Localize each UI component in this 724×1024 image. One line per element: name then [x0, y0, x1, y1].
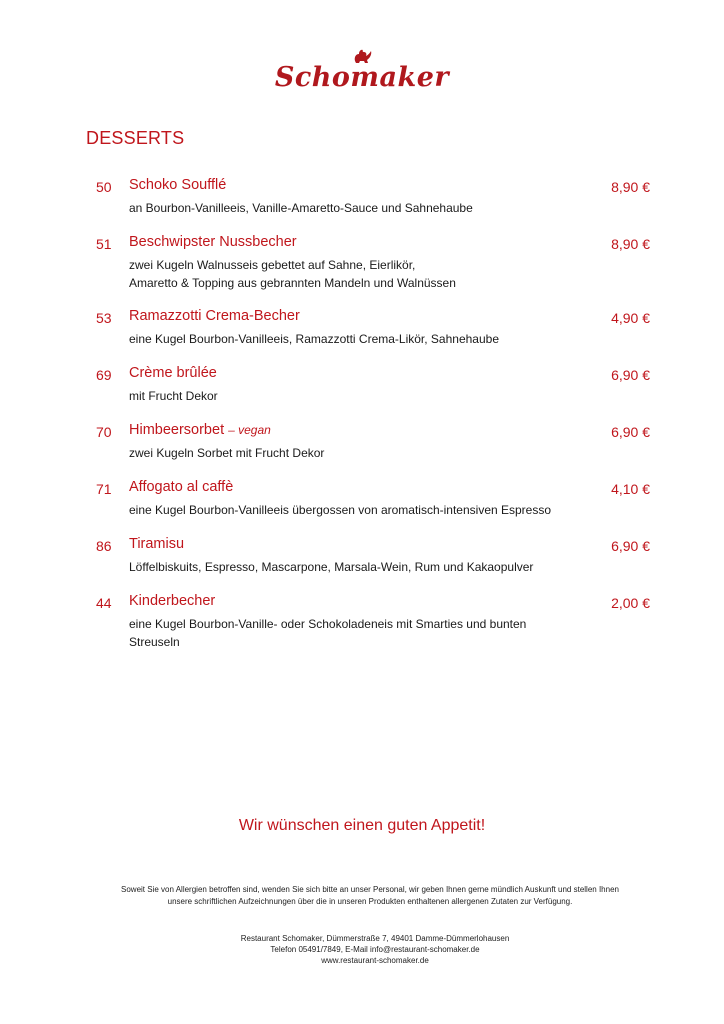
- dessert-menu: [0, 177, 724, 667]
- item-price: 6,90 €: [611, 424, 650, 440]
- allergy-notice: [80, 884, 660, 908]
- vegan-tag: – vegan: [228, 423, 271, 437]
- item-number: 69: [96, 367, 112, 383]
- section-title: DESSERTS: [86, 128, 185, 148]
- greeting: Wir wünschen einen guten Appetit!: [238, 817, 486, 834]
- menu-item: [0, 365, 724, 422]
- item-price: 4,10 €: [611, 481, 650, 497]
- logo-wordmark: Schomaker: [274, 62, 450, 93]
- item-description: [129, 615, 609, 651]
- item-price: 8,90 €: [611, 236, 650, 252]
- menu-item: [0, 536, 724, 593]
- item-name: Kinderbecher: [129, 593, 216, 609]
- item-number: 86: [96, 538, 112, 554]
- item-number: 70: [96, 424, 112, 440]
- item-description: mit Frucht Dekor: [129, 389, 218, 403]
- menu-item: [0, 593, 724, 667]
- item-name: Crème brûlée: [129, 365, 217, 381]
- item-number: 50: [96, 179, 112, 195]
- footer-website: www.restaurant-schomaker.de: [321, 956, 429, 965]
- item-number: 44: [96, 595, 112, 611]
- item-price: 6,90 €: [611, 367, 650, 383]
- item-price: 4,90 €: [611, 310, 650, 326]
- item-description: an Bourbon-Vanilleeis, Vanille-Amaretto-Sauce und Sahnehaube: [129, 201, 473, 215]
- item-description: eine Kugel Bourbon-Vanilleeis, Ramazzotti Crema-Likör, Sahnehaube: [129, 332, 499, 346]
- menu-item: [0, 177, 724, 234]
- menu-item: [0, 234, 724, 308]
- item-price: 2,00 €: [611, 595, 650, 611]
- item-number: 71: [96, 481, 112, 497]
- footer: [0, 933, 724, 966]
- allergy-notice-line: Soweit Sie von Allergien betroffen sind, wenden Sie sich bitte an unser Personal, wir geben Ihnen gerne mündlich Auskunft und stellen Ihnen: [121, 885, 619, 894]
- footer-address: Restaurant Schomaker, Dümmerstraße 7, 49401 Damme-Dümmerlohausen: [240, 934, 510, 943]
- item-price: 6,90 €: [611, 538, 650, 554]
- menu-item: [0, 422, 724, 479]
- item-number: 51: [96, 236, 112, 252]
- item-price: 8,90 €: [611, 179, 650, 195]
- item-name: Schoko Soufflé: [129, 177, 227, 193]
- item-description: [129, 256, 609, 292]
- item-description-line: eine Kugel Bourbon-Vanille- oder Schokoladeneis mit Smarties und bunten: [129, 617, 527, 631]
- item-description: Löffelbiskuits, Espresso, Mascarpone, Marsala-Wein, Rum und Kakaopulver: [129, 560, 534, 574]
- item-name: Affogato al caffè: [129, 479, 234, 495]
- footer-contact: Telefon 05491/7849, E-Mail info@restaurant-schomaker.de: [270, 945, 480, 954]
- item-description-line: Streuseln: [129, 635, 180, 649]
- item-description: zwei Kugeln Sorbet mit Frucht Dekor: [129, 446, 325, 460]
- item-name: Tiramisu: [129, 536, 185, 552]
- restaurant-logo: [0, 48, 724, 93]
- menu-item: [0, 479, 724, 536]
- item-description-line: Amaretto & Topping aus gebrannten Mandeln und Walnüssen: [129, 276, 456, 290]
- item-description-line: zwei Kugeln Walnusseis gebettet auf Sahne, Eierlikör,: [129, 258, 416, 272]
- menu-item: [0, 308, 724, 365]
- item-name: Himbeersorbet: [129, 422, 225, 438]
- item-name: Ramazzotti Crema-Becher: [129, 308, 300, 324]
- item-number: 53: [96, 310, 112, 326]
- item-description: eine Kugel Bourbon-Vanilleeis übergossen von aromatisch-intensiven Espresso: [129, 503, 552, 517]
- item-name-with-tag: [129, 422, 271, 438]
- allergy-notice-line: unsere schriftlichen Aufzeichnungen über die in unseren Produkten enthaltenen allergenen Zutaten zur Verfügung.: [167, 897, 573, 906]
- item-name: Beschwipster Nussbecher: [129, 234, 297, 250]
